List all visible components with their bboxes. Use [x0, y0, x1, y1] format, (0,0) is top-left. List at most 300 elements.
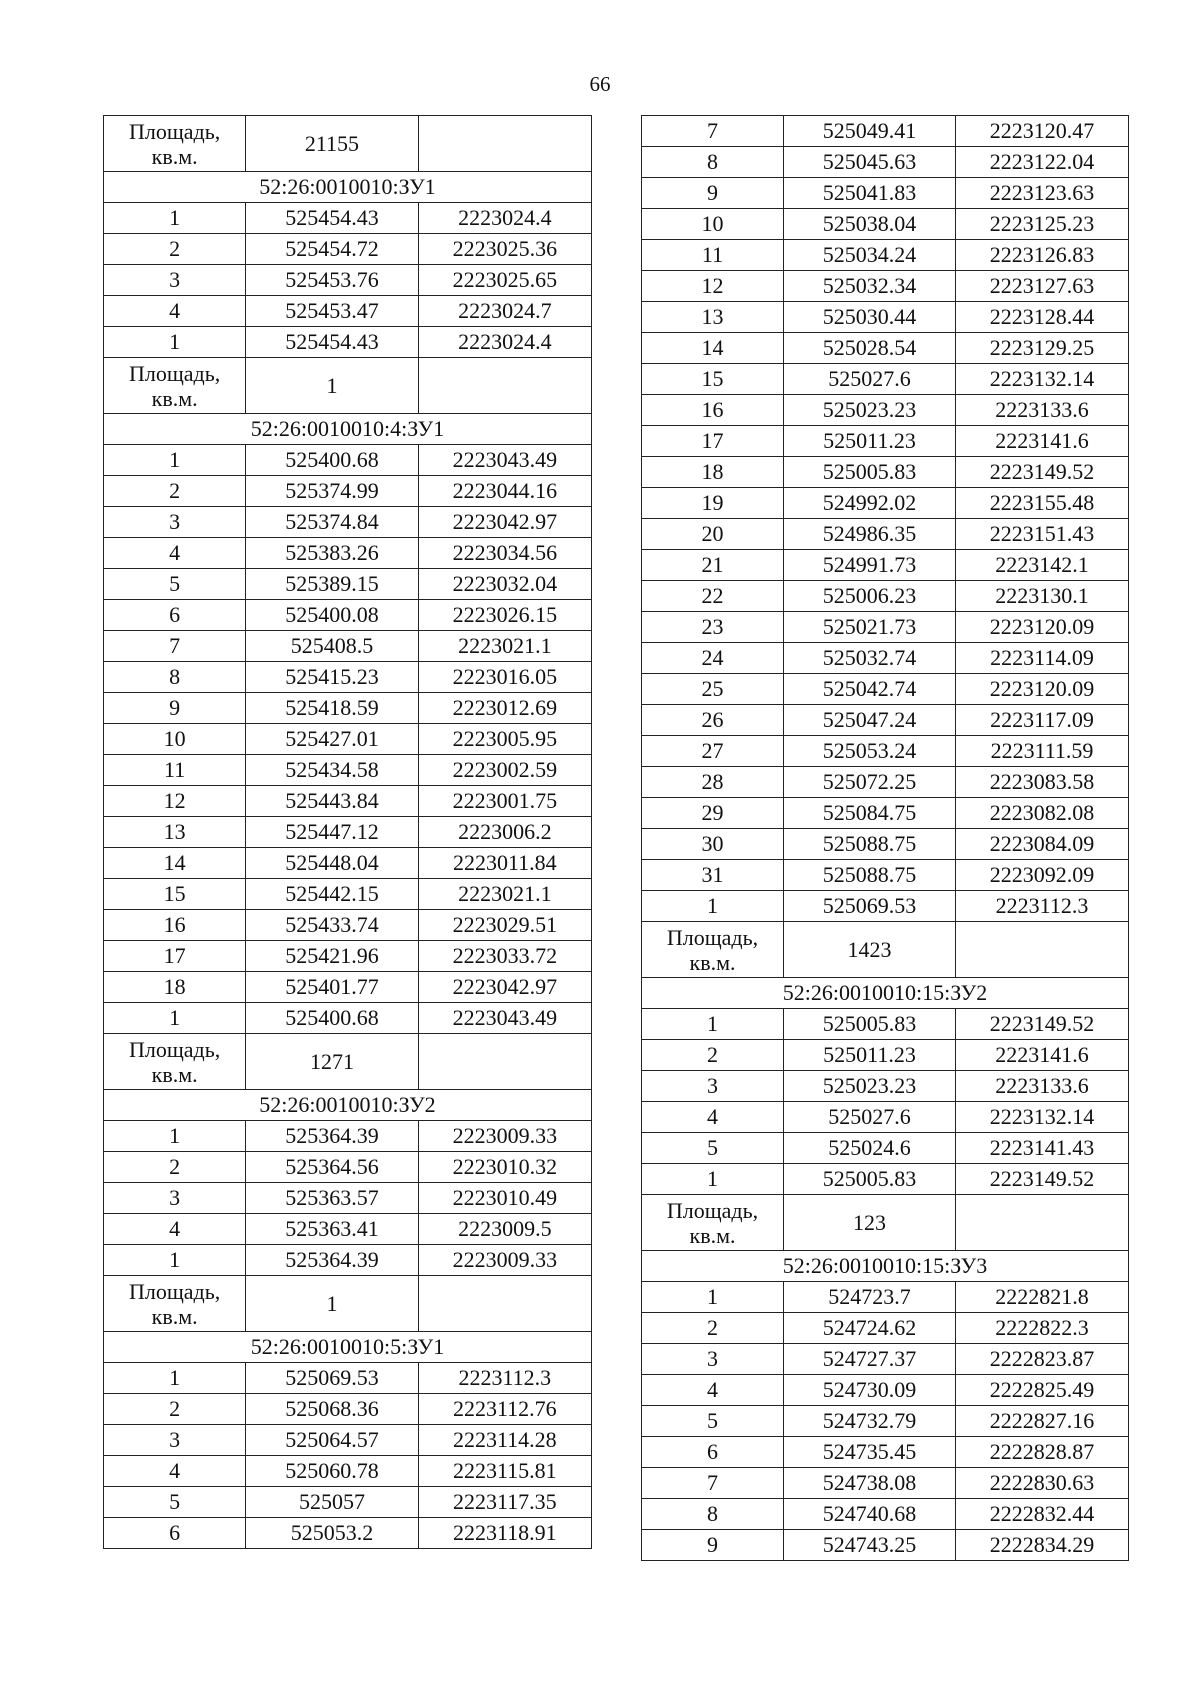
table-row — [104, 1121, 592, 1152]
point-number: 7 — [642, 1468, 784, 1499]
table-row — [104, 972, 592, 1003]
point-number: 4 — [104, 1214, 246, 1245]
coordinate-x: 525434.58 — [246, 755, 418, 786]
table-row — [642, 1313, 1129, 1344]
point-number: 12 — [642, 271, 784, 302]
coordinate-x: 524723.7 — [784, 1282, 956, 1313]
coordinate-x: 524986.35 — [784, 519, 956, 550]
coordinate-y: 2222830.63 — [956, 1468, 1129, 1499]
coordinate-y: 2223025.36 — [418, 234, 591, 265]
point-number: 6 — [104, 1518, 246, 1549]
coordinate-y: 2223132.14 — [956, 364, 1129, 395]
coordinate-y: 2223025.65 — [418, 265, 591, 296]
point-number: 9 — [642, 178, 784, 209]
table-row — [642, 271, 1129, 302]
parcel-id: 52:26:0010010:15:ЗУ2 — [642, 978, 1129, 1009]
coordinate-y: 2223024.4 — [418, 327, 591, 358]
coordinate-x: 525401.77 — [246, 972, 418, 1003]
coordinate-x: 525383.26 — [246, 538, 418, 569]
coordinate-y: 2223122.04 — [956, 147, 1129, 178]
coordinate-y: 2223155.48 — [956, 488, 1129, 519]
point-number: 14 — [104, 848, 246, 879]
coordinate-x: 525041.83 — [784, 178, 956, 209]
coordinate-y: 2223024.4 — [418, 203, 591, 234]
coordinate-y: 2223083.58 — [956, 767, 1129, 798]
table-row — [104, 1152, 592, 1183]
coordinate-y: 2223010.49 — [418, 1183, 591, 1214]
coordinate-y: 2223120.09 — [956, 612, 1129, 643]
coordinate-y: 2223012.69 — [418, 693, 591, 724]
point-number: 5 — [104, 1487, 246, 1518]
coordinate-y: 2222834.29 — [956, 1530, 1129, 1561]
coordinate-x: 525443.84 — [246, 786, 418, 817]
table-row — [104, 1214, 592, 1245]
table-row — [104, 327, 592, 358]
table-row — [104, 662, 592, 693]
point-number: 1 — [642, 891, 784, 922]
table-row — [642, 891, 1129, 922]
point-number: 11 — [104, 755, 246, 786]
point-number: 17 — [642, 426, 784, 457]
coordinate-x: 525084.75 — [784, 798, 956, 829]
table-row — [104, 234, 592, 265]
parcel-header-row — [642, 1251, 1129, 1282]
coordinate-x: 524727.37 — [784, 1344, 956, 1375]
table-row — [642, 736, 1129, 767]
table-row — [104, 296, 592, 327]
table-row — [642, 1133, 1129, 1164]
coordinate-y: 2223032.04 — [418, 569, 591, 600]
area-row — [104, 1276, 592, 1332]
area-label: Площадь, кв.м. — [104, 1276, 246, 1332]
coordinate-x: 524740.68 — [784, 1499, 956, 1530]
coordinate-y: 2223127.63 — [956, 271, 1129, 302]
point-number: 24 — [642, 643, 784, 674]
point-number: 19 — [642, 488, 784, 519]
coordinate-x: 525364.39 — [246, 1121, 418, 1152]
coordinate-x: 525011.23 — [784, 1040, 956, 1071]
coordinate-y: 2223001.75 — [418, 786, 591, 817]
coordinate-x: 525011.23 — [784, 426, 956, 457]
point-number: 1 — [104, 1245, 246, 1276]
coordinate-x: 525023.23 — [784, 1071, 956, 1102]
coordinate-y: 2223129.25 — [956, 333, 1129, 364]
point-number: 2 — [104, 476, 246, 507]
area-empty-cell — [418, 116, 591, 172]
table-row — [104, 1003, 592, 1034]
table-row — [642, 147, 1129, 178]
coordinate-y: 2223006.2 — [418, 817, 591, 848]
coordinate-y: 2223112.3 — [956, 891, 1129, 922]
parcel-header-row — [104, 1090, 592, 1121]
table-row — [642, 612, 1129, 643]
parcel-id: 52:26:0010010:ЗУ2 — [104, 1090, 592, 1121]
coordinate-y: 2223033.72 — [418, 941, 591, 972]
coordinate-x: 525427.01 — [246, 724, 418, 755]
point-number: 6 — [104, 600, 246, 631]
point-number: 13 — [642, 302, 784, 333]
point-number: 12 — [104, 786, 246, 817]
point-number: 1 — [104, 1003, 246, 1034]
coordinate-x: 524991.73 — [784, 550, 956, 581]
table-row — [642, 798, 1129, 829]
point-number: 20 — [642, 519, 784, 550]
coordinate-x: 525454.43 — [246, 203, 418, 234]
table-row — [642, 1437, 1129, 1468]
coordinate-x: 525064.57 — [246, 1425, 418, 1456]
table-row — [642, 1468, 1129, 1499]
area-value: 1271 — [246, 1034, 418, 1090]
table-row — [642, 364, 1129, 395]
coordinate-x: 525030.44 — [784, 302, 956, 333]
area-value: 21155 — [246, 116, 418, 172]
coordinate-x: 525088.75 — [784, 860, 956, 891]
area-row — [642, 1195, 1129, 1251]
table-row — [642, 1344, 1129, 1375]
point-number: 15 — [642, 364, 784, 395]
point-number: 1 — [104, 445, 246, 476]
point-number: 15 — [104, 879, 246, 910]
coordinate-x: 525021.73 — [784, 612, 956, 643]
coordinate-y: 2223029.51 — [418, 910, 591, 941]
area-label: Площадь, кв.м. — [104, 358, 246, 414]
coordinate-y: 2222825.49 — [956, 1375, 1129, 1406]
coordinate-x: 525023.23 — [784, 395, 956, 426]
coordinate-x: 525454.43 — [246, 327, 418, 358]
table-row — [104, 786, 592, 817]
coordinate-y: 2223118.91 — [418, 1518, 591, 1549]
area-value: 1 — [246, 1276, 418, 1332]
table-row — [642, 674, 1129, 705]
table-row — [642, 1282, 1129, 1313]
table-row — [642, 302, 1129, 333]
area-row — [642, 922, 1129, 978]
coordinate-y: 2223149.52 — [956, 457, 1129, 488]
table-row — [642, 116, 1129, 147]
point-number: 2 — [104, 234, 246, 265]
coordinate-x: 525053.24 — [784, 736, 956, 767]
table-row — [104, 569, 592, 600]
coordinate-x: 525068.36 — [246, 1394, 418, 1425]
table-row — [642, 209, 1129, 240]
coordinate-x: 525400.68 — [246, 445, 418, 476]
table-row — [104, 1363, 592, 1394]
coordinate-y: 2222832.44 — [956, 1499, 1129, 1530]
coordinate-y: 2223042.97 — [418, 972, 591, 1003]
point-number: 4 — [104, 1456, 246, 1487]
point-number: 18 — [642, 457, 784, 488]
coordinate-y: 2223133.6 — [956, 1071, 1129, 1102]
coordinate-x: 525088.75 — [784, 829, 956, 860]
area-empty-cell — [418, 358, 591, 414]
coordinate-y: 2223111.59 — [956, 736, 1129, 767]
point-number: 6 — [642, 1437, 784, 1468]
coordinate-x: 525060.78 — [246, 1456, 418, 1487]
point-number: 2 — [642, 1040, 784, 1071]
table-row — [104, 445, 592, 476]
area-empty-cell — [956, 922, 1129, 978]
coordinate-x: 525421.96 — [246, 941, 418, 972]
coordinate-x: 525024.6 — [784, 1133, 956, 1164]
parcel-header-row — [104, 1332, 592, 1363]
coordinate-y: 2223115.81 — [418, 1456, 591, 1487]
coordinate-y: 2223133.6 — [956, 395, 1129, 426]
coordinate-y: 2223044.16 — [418, 476, 591, 507]
area-row — [104, 1034, 592, 1090]
point-number: 1 — [104, 203, 246, 234]
coordinate-y: 2223024.7 — [418, 296, 591, 327]
point-number: 1 — [642, 1164, 784, 1195]
table-row — [642, 1102, 1129, 1133]
table-row — [104, 1518, 592, 1549]
coordinate-x: 525400.68 — [246, 1003, 418, 1034]
coordinate-y: 2223149.52 — [956, 1164, 1129, 1195]
point-number: 23 — [642, 612, 784, 643]
table-row — [104, 203, 592, 234]
coordinate-y: 2223009.33 — [418, 1245, 591, 1276]
table-row — [642, 860, 1129, 891]
coordinate-y: 2223151.43 — [956, 519, 1129, 550]
coordinate-x: 525005.83 — [784, 1009, 956, 1040]
coordinate-y: 2222823.87 — [956, 1344, 1129, 1375]
coordinate-x: 525072.25 — [784, 767, 956, 798]
point-number: 4 — [104, 538, 246, 569]
coordinate-y: 2223125.23 — [956, 209, 1129, 240]
coordinate-y: 2223141.43 — [956, 1133, 1129, 1164]
area-row — [104, 116, 592, 172]
coordinate-x: 524730.09 — [784, 1375, 956, 1406]
point-number: 27 — [642, 736, 784, 767]
coordinate-x: 525045.63 — [784, 147, 956, 178]
coordinate-y: 2222822.3 — [956, 1313, 1129, 1344]
table-row — [642, 1499, 1129, 1530]
coordinate-y: 2223130.1 — [956, 581, 1129, 612]
table-row — [104, 1487, 592, 1518]
table-row — [104, 265, 592, 296]
coordinate-x: 525400.08 — [246, 600, 418, 631]
coordinate-x: 525032.34 — [784, 271, 956, 302]
right-table-body — [642, 116, 1129, 1561]
coordinate-y: 2223092.09 — [956, 860, 1129, 891]
coordinate-x: 525374.84 — [246, 507, 418, 538]
point-number: 28 — [642, 767, 784, 798]
coordinate-x: 525034.24 — [784, 240, 956, 271]
coordinate-y: 2223084.09 — [956, 829, 1129, 860]
coordinate-y: 2223142.1 — [956, 550, 1129, 581]
table-row — [104, 476, 592, 507]
point-number: 29 — [642, 798, 784, 829]
coordinate-x: 525363.41 — [246, 1214, 418, 1245]
coordinates-table-left — [103, 115, 592, 1549]
point-number: 11 — [642, 240, 784, 271]
coordinate-y: 2223114.28 — [418, 1425, 591, 1456]
coordinate-y: 2223141.6 — [956, 1040, 1129, 1071]
coordinate-y: 2223002.59 — [418, 755, 591, 786]
table-row — [642, 426, 1129, 457]
point-number: 3 — [642, 1344, 784, 1375]
point-number: 9 — [642, 1530, 784, 1561]
table-row — [642, 395, 1129, 426]
point-number: 17 — [104, 941, 246, 972]
parcel-id: 52:26:0010010:4:ЗУ1 — [104, 414, 592, 445]
coordinate-x: 525027.6 — [784, 1102, 956, 1133]
point-number: 3 — [104, 507, 246, 538]
coordinate-x: 524992.02 — [784, 488, 956, 519]
coordinate-y: 2223026.15 — [418, 600, 591, 631]
coordinate-x: 525006.23 — [784, 581, 956, 612]
point-number: 1 — [104, 1363, 246, 1394]
parcel-header-row — [104, 414, 592, 445]
coordinate-x: 524738.08 — [784, 1468, 956, 1499]
point-number: 30 — [642, 829, 784, 860]
point-number: 1 — [104, 327, 246, 358]
table-row — [104, 538, 592, 569]
coordinate-y: 2223010.32 — [418, 1152, 591, 1183]
area-label: Площадь, кв.м. — [642, 1195, 784, 1251]
point-number: 4 — [104, 296, 246, 327]
point-number: 1 — [104, 1121, 246, 1152]
coordinate-x: 525364.39 — [246, 1245, 418, 1276]
coordinate-y: 2222821.8 — [956, 1282, 1129, 1313]
table-row — [642, 457, 1129, 488]
point-number: 8 — [642, 1499, 784, 1530]
parcel-id: 52:26:0010010:ЗУ1 — [104, 172, 592, 203]
coordinate-y: 2223082.08 — [956, 798, 1129, 829]
point-number: 1 — [642, 1282, 784, 1313]
table-row — [104, 1456, 592, 1487]
coordinate-y: 2223149.52 — [956, 1009, 1129, 1040]
area-empty-cell — [418, 1034, 591, 1090]
coordinate-y: 2223005.95 — [418, 724, 591, 755]
coordinate-x: 525069.53 — [784, 891, 956, 922]
table-row — [104, 1245, 592, 1276]
coordinate-x: 525032.74 — [784, 643, 956, 674]
point-number: 3 — [104, 265, 246, 296]
area-value: 1423 — [784, 922, 956, 978]
coordinate-y: 2223043.49 — [418, 1003, 591, 1034]
point-number: 2 — [104, 1152, 246, 1183]
area-empty-cell — [956, 1195, 1129, 1251]
table-row — [104, 910, 592, 941]
coordinate-y: 2223009.33 — [418, 1121, 591, 1152]
table-row — [104, 631, 592, 662]
parcel-header-row — [642, 978, 1129, 1009]
point-number: 4 — [642, 1102, 784, 1133]
coordinate-y: 2223128.44 — [956, 302, 1129, 333]
table-row — [642, 1406, 1129, 1437]
coordinate-y: 2223114.09 — [956, 643, 1129, 674]
point-number: 1 — [642, 1009, 784, 1040]
point-number: 7 — [104, 631, 246, 662]
coordinate-x: 525027.6 — [784, 364, 956, 395]
table-row — [104, 507, 592, 538]
coordinate-x: 525005.83 — [784, 457, 956, 488]
coordinate-y: 2223016.05 — [418, 662, 591, 693]
table-row — [642, 1040, 1129, 1071]
point-number: 3 — [642, 1071, 784, 1102]
coordinate-x: 525453.47 — [246, 296, 418, 327]
coordinate-x: 524724.62 — [784, 1313, 956, 1344]
coordinate-y: 2223117.09 — [956, 705, 1129, 736]
parcel-id: 52:26:0010010:5:ЗУ1 — [104, 1332, 592, 1363]
table-row — [642, 333, 1129, 364]
coordinate-x: 525005.83 — [784, 1164, 956, 1195]
point-number: 31 — [642, 860, 784, 891]
coordinate-x: 525454.72 — [246, 234, 418, 265]
table-row — [104, 693, 592, 724]
coordinate-y: 2223141.6 — [956, 426, 1129, 457]
coordinate-y: 2223042.97 — [418, 507, 591, 538]
coordinate-x: 525049.41 — [784, 116, 956, 147]
coordinate-x: 525408.5 — [246, 631, 418, 662]
coordinate-y: 2223021.1 — [418, 631, 591, 662]
coordinate-x: 525374.99 — [246, 476, 418, 507]
parcel-id: 52:26:0010010:15:ЗУ3 — [642, 1251, 1129, 1282]
table-row — [642, 643, 1129, 674]
point-number: 25 — [642, 674, 784, 705]
coordinate-x: 525363.57 — [246, 1183, 418, 1214]
coordinate-x: 524735.45 — [784, 1437, 956, 1468]
point-number: 8 — [642, 147, 784, 178]
coordinate-y: 2222828.87 — [956, 1437, 1129, 1468]
table-row — [642, 488, 1129, 519]
left-table-body — [104, 116, 592, 1549]
area-empty-cell — [418, 1276, 591, 1332]
table-row — [642, 240, 1129, 271]
point-number: 10 — [104, 724, 246, 755]
table-row — [642, 1009, 1129, 1040]
coordinate-x: 525364.56 — [246, 1152, 418, 1183]
coordinate-y: 2223123.63 — [956, 178, 1129, 209]
coordinate-x: 525442.15 — [246, 879, 418, 910]
area-row — [104, 358, 592, 414]
table-row — [642, 1530, 1129, 1561]
coordinate-y: 2223120.47 — [956, 116, 1129, 147]
coordinate-x: 525057 — [246, 1487, 418, 1518]
table-row — [642, 519, 1129, 550]
area-value: 1 — [246, 358, 418, 414]
point-number: 18 — [104, 972, 246, 1003]
area-label: Площадь, кв.м. — [104, 116, 246, 172]
point-number: 13 — [104, 817, 246, 848]
coordinate-y: 2223009.5 — [418, 1214, 591, 1245]
coordinate-x: 524743.25 — [784, 1530, 956, 1561]
table-row — [104, 1425, 592, 1456]
coordinate-y: 2223112.76 — [418, 1394, 591, 1425]
table-row — [104, 848, 592, 879]
coordinate-y: 2223034.56 — [418, 538, 591, 569]
coordinate-x: 525038.04 — [784, 209, 956, 240]
point-number: 7 — [642, 116, 784, 147]
table-row — [642, 829, 1129, 860]
point-number: 9 — [104, 693, 246, 724]
point-number: 5 — [104, 569, 246, 600]
point-number: 2 — [642, 1313, 784, 1344]
coordinate-x: 525453.76 — [246, 265, 418, 296]
table-row — [642, 550, 1129, 581]
table-row — [642, 705, 1129, 736]
coordinate-y: 2223126.83 — [956, 240, 1129, 271]
table-row — [642, 1164, 1129, 1195]
coordinate-x: 525047.24 — [784, 705, 956, 736]
table-row — [642, 581, 1129, 612]
point-number: 2 — [104, 1394, 246, 1425]
table-row — [104, 1183, 592, 1214]
point-number: 3 — [104, 1183, 246, 1214]
parcel-header-row — [104, 172, 592, 203]
coordinate-x: 525418.59 — [246, 693, 418, 724]
coordinate-y: 2222827.16 — [956, 1406, 1129, 1437]
